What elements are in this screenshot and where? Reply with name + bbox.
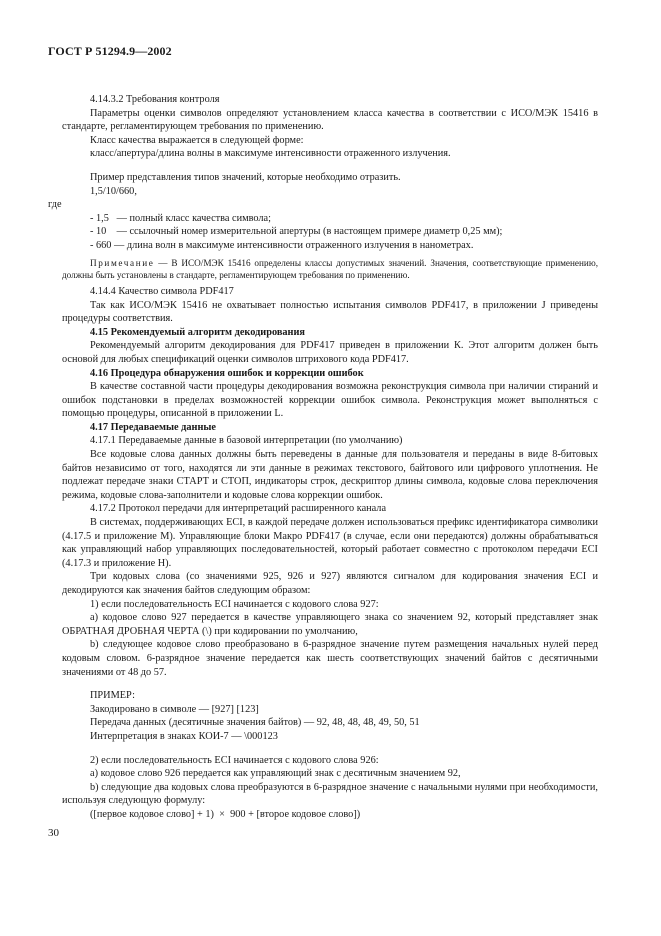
paragraph: Класс качества выражается в следующей форме: bbox=[90, 134, 304, 146]
paragraph: В качестве составной части процедуры декодирования возможна реконструкция символа при наличии стираний и ошибок подстановки в пределах возможностей коррекции ошибок символа. Реконструкция может выполняться с помощью процедуры, описанной в приложении L. bbox=[62, 381, 598, 420]
section-heading-4-14-4: 4.14.4 Качество символа PDF417 bbox=[90, 285, 234, 297]
list-item: - 660 — длина волн в максимуме интенсивности отраженного излучения в нанометрах. bbox=[90, 239, 474, 251]
note-label: Примечание bbox=[90, 257, 155, 268]
section-heading-4-17: 4.17 Передаваемые данные bbox=[90, 421, 217, 433]
list-item: 2) если последовательность ECI начинается с кодового слова 926: bbox=[90, 754, 379, 766]
example-line: Закодировано в символе — [927] [123] bbox=[90, 703, 259, 715]
note-text: — В ИСО/МЭК 15416 определены классы допустимых значений. Значения, соответствующие применению, должны быть установлены в стандарте, регламентирующем требования по применению. bbox=[62, 257, 598, 280]
example-line: Интерпретация в знаках КОИ-7 — \000123 bbox=[90, 730, 278, 742]
document-header: ГОСТ Р 51294.9—2002 bbox=[48, 44, 172, 58]
subsection-heading-4-17-1: 4.17.1 Передаваемые данные в базовой интерпретации (по умолчанию) bbox=[90, 435, 403, 447]
formula: ([первое кодовое слово] + 1) × 900 + [второе кодовое слово]) bbox=[90, 808, 361, 820]
paragraph: Рекомендуемый алгоритм декодирования для PDF417 приведен в приложении К. Этот алгоритм должен быть основой для любых спецификаций оценки символов штрихового кода PDF417. bbox=[62, 340, 598, 365]
paragraph: класс/апертура/длина волны в максимуме интенсивности отраженного излучения. bbox=[90, 148, 451, 160]
paragraph: Так как ИСО/МЭК 15416 не охватывает полностью испытания символов PDF417, в приложении J приведены процедуры соответствия. bbox=[62, 299, 598, 325]
where-label: где bbox=[48, 199, 62, 211]
example-label: ПРИМЕР: bbox=[90, 690, 136, 702]
page-body bbox=[48, 93, 598, 822]
section-heading-4-16: 4.16 Процедура обнаружения ошибок и коррекции ошибок bbox=[90, 367, 364, 379]
list-subitem: b) следующее кодовое слово преобразовано в 6-разрядное значение путем размещения начальных нулей перед кодовым словом. 6-разрядное значение передается как шесть соответствующих значений байтов с десятичными значениями от 48 до 57. bbox=[62, 639, 598, 678]
list-subitem: b) следующие два кодовых слова преобразуются в 6-разрядное значение с начальными нулями при необходимости, используя следующую формулу: bbox=[62, 781, 598, 807]
list-subitem: а) кодовое слово 927 передается в качестве управляющего знака со значением 92, который представляет знак ОБРАТНАЯ ДРОБНАЯ ЧЕРТА (\) при кодировании по умолчанию, bbox=[62, 612, 598, 637]
page-number: 30 bbox=[48, 827, 59, 839]
section-heading-4-15: 4.15 Рекомендуемый алгоритм декодирования bbox=[90, 326, 305, 338]
subsection-heading-4-17-2: 4.17.2 Протокол передачи для интерпретаций расширенного канала bbox=[90, 503, 387, 515]
paragraph: В системах, поддерживающих ECI, в каждой передаче должен использоваться префикс идентификатора символики (4.17.5 и приложение М). Управляющие блоки Макро PDF417 (в случае, если они передаются) должны обрабатываться как управляющий набор управляющих последовательностей, который работает совместно с протоколом передачи ECI (4.17.3 и приложение Н). bbox=[62, 517, 598, 569]
list-subitem: а) кодовое слово 926 передается как управляющий знак с десятичным значением 92, bbox=[90, 768, 461, 780]
note bbox=[62, 257, 598, 281]
example-line: Передача данных (десятичные значения байтов) — 92, 48, 48, 48, 49, 50, 51 bbox=[90, 717, 420, 729]
section-heading-4-14-3-2: 4.14.3.2 Требования контроля bbox=[90, 94, 220, 105]
paragraph: Все кодовые слова данных должны быть переведены в данные для пользователя и переданы в виде 8-битовых байтов независимо от того, находятся ли эти данные в режимах текстового, байтового или цифрового уплотнения. Не подлежат передаче знаки СТАРТ и СТОП, индикаторы строк, дескриптор длины символа, кодовые слова переключения режима, кодовые слова-заполнители и кодовые слова коррекции ошибок. bbox=[62, 449, 598, 501]
paragraph: Три кодовых слова (со значениями 925, 926 и 927) являются сигналом для кодирования значения ECI и декодируются как значения байтов следующим образом: bbox=[62, 571, 598, 596]
list-item: - 1,5 — полный класс качества символа; bbox=[90, 212, 271, 224]
paragraph: Пример представления типов значений, которые необходимо отразить. bbox=[90, 171, 401, 183]
list-item: - 10 — ссылочный номер измерительной апертуры (в настоящем примере диаметр 0,25 мм); bbox=[90, 226, 503, 238]
paragraph: Параметры оценки символов определяют установлением класса качества в соответствии с ИСО/МЭК 15416 в стандарте, регламентирующем требования по применению. bbox=[62, 107, 598, 133]
list-item: 1) если последовательность ECI начинается с кодового слова 927: bbox=[90, 598, 379, 610]
example-value: 1,5/10/660, bbox=[90, 185, 137, 197]
